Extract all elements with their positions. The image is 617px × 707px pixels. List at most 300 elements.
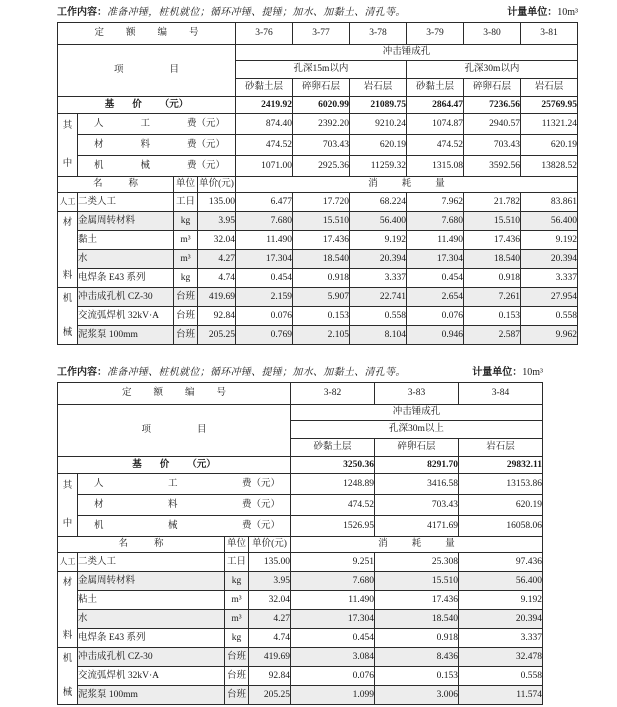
consumption-value: 17.436: [293, 231, 350, 250]
consumption-value: 3.006: [375, 686, 459, 705]
fee-label: [78, 500, 290, 510]
consumption-value: 11.490: [291, 591, 375, 610]
material-name-cell: 粘土: [78, 591, 225, 610]
group-stub: [58, 294, 77, 339]
unit-cell: kg: [174, 269, 198, 288]
consumption-value: 8.436: [375, 648, 459, 667]
label-char: 价: [159, 459, 170, 470]
quota-table-container-2: [57, 382, 543, 705]
consumption-value: 0.558: [521, 307, 578, 326]
consumption-value: 15.510: [464, 212, 521, 231]
fee-value: 1071.00: [236, 156, 293, 177]
unit-price-cell: 92.84: [249, 667, 291, 686]
consumption-value: 15.510: [375, 572, 459, 591]
label-char: 机: [94, 520, 104, 531]
consumption-value: 0.454: [407, 269, 464, 288]
quota-code-cell: 3-83: [375, 383, 459, 405]
label-char: 消: [378, 539, 388, 550]
unit-cell: m³: [225, 591, 249, 610]
depth-cell: 孔深30m以内: [407, 61, 578, 79]
unit-cell: 台班: [174, 288, 198, 307]
fee-value: 11321.24: [521, 114, 578, 135]
label-char: 称: [154, 539, 164, 550]
consumption-value: 0.454: [236, 269, 293, 288]
label-char: 人: [94, 478, 104, 489]
base-price-label-cell: [58, 97, 236, 114]
fee-label-cell: [78, 516, 291, 537]
label-char: 目: [169, 65, 180, 76]
unit-cell: 台班: [225, 648, 249, 667]
unit-price-cell: 92.84: [198, 307, 236, 326]
consumption-value: 17.304: [236, 250, 293, 269]
label-char: 费（元）: [241, 520, 280, 531]
quota-code-cell: 3-78: [350, 23, 407, 45]
quota-code-cell: 3-84: [459, 383, 543, 405]
fee-value: 874.40: [236, 114, 293, 135]
fee-value: 703.43: [375, 495, 459, 516]
label-char: 基: [104, 99, 115, 110]
unit-cell: kg: [225, 572, 249, 591]
price-header-cell: 单价(元): [198, 177, 236, 193]
consumption-value: 11.490: [236, 231, 293, 250]
fee-value: 703.43: [293, 135, 350, 156]
fee-value: 3416.58: [375, 474, 459, 495]
material-name-cell: 冲击成孔机 CZ-30: [78, 288, 174, 307]
label-char: 料: [62, 631, 73, 642]
label-char: 其: [62, 121, 73, 131]
stratum-cell: 砂黏土层: [236, 79, 293, 97]
consumption-value: 17.720: [293, 193, 350, 212]
label-char: 项: [113, 65, 124, 76]
consumption-value: 7.680: [236, 212, 293, 231]
consumption-value: 56.400: [459, 572, 543, 591]
fee-value: 474.52: [291, 495, 375, 516]
group-stub: 人工: [59, 196, 76, 206]
consumption-value: 3.337: [459, 629, 543, 648]
unit-cell: 台班: [174, 326, 198, 345]
unit-price-cell: 419.69: [249, 648, 291, 667]
item-label: [58, 425, 290, 435]
fee-value: 9210.24: [350, 114, 407, 135]
unit-cell: 台班: [174, 307, 198, 326]
consumption-value: 21.782: [464, 193, 521, 212]
quota-code-cell: 3-80: [464, 23, 521, 45]
label-char: 号: [189, 28, 199, 39]
label-char: 料: [167, 499, 178, 510]
consumption-value: 0.076: [291, 667, 375, 686]
fee-value: 1526.95: [291, 516, 375, 537]
consumption-value: 22.741: [350, 288, 407, 307]
base-price-value: 2864.47: [407, 97, 464, 114]
quota-code-cell: 3-79: [407, 23, 464, 45]
consumption-value: 20.394: [459, 610, 543, 629]
fee-value: 1248.89: [291, 474, 375, 495]
base-price-label: [58, 100, 235, 110]
label-char: 耗: [411, 539, 422, 550]
fee-value: 1315.08: [407, 156, 464, 177]
label-char: 定: [94, 28, 104, 39]
label-char: 额: [125, 28, 136, 39]
group-stub-cell: [58, 288, 78, 345]
measure-unit-label: 计量单位：: [472, 367, 523, 378]
side-label: [58, 121, 77, 169]
fee-value: 13153.86: [459, 474, 543, 495]
unit-price-cell: 3.95: [249, 572, 291, 591]
group-stub-cell: [58, 212, 78, 288]
unit-price-cell: 419.69: [198, 288, 236, 307]
consumption-value: 11.490: [407, 231, 464, 250]
unit-header-cell: 单位: [225, 537, 249, 553]
fee-value: 16058.06: [459, 516, 543, 537]
consumption-value: 15.510: [293, 212, 350, 231]
base-price-value: 2419.92: [236, 97, 293, 114]
consumption-value: 17.436: [375, 591, 459, 610]
consumption-value: 9.192: [521, 231, 578, 250]
fee-value: 620.19: [521, 135, 578, 156]
base-price-value: 25769.95: [521, 97, 578, 114]
stratum-cell: 岩石层: [350, 79, 407, 97]
work-content-label: 工作内容：: [57, 7, 107, 18]
work-content-line-1: [57, 3, 578, 18]
label-char: 价: [132, 99, 142, 110]
unit-header-cell: 单位: [174, 177, 198, 193]
side-label: [58, 481, 77, 529]
base-price-value: 29832.11: [459, 457, 543, 474]
label-char: 号: [216, 388, 227, 399]
unit-price-cell: 4.27: [198, 250, 236, 269]
unit-price-cell: 205.25: [249, 686, 291, 705]
label-char: 料: [62, 271, 73, 282]
consumption-value: 97.436: [459, 553, 543, 572]
label-char: 工: [140, 118, 150, 129]
quota-code-cell: 3-81: [521, 23, 578, 45]
consumption-value: 1.099: [291, 686, 375, 705]
material-name-cell: 黏土: [78, 231, 174, 250]
fee-label: [78, 479, 290, 489]
consumption-value: 20.394: [521, 250, 578, 269]
stratum-cell: 岩石层: [521, 79, 578, 97]
fee-label: [78, 119, 235, 129]
fee-value: 4171.69: [375, 516, 459, 537]
fee-value: 474.52: [236, 135, 293, 156]
side-label-cell: [58, 474, 78, 537]
consumption-value: 17.304: [291, 610, 375, 629]
consumption-value: 32.478: [459, 648, 543, 667]
consumption-value: 3.337: [521, 269, 578, 288]
fee-label: [78, 161, 235, 171]
quota-table-2: [57, 382, 543, 705]
consumption-value: 27.954: [521, 288, 578, 307]
consumption-value: 2.654: [407, 288, 464, 307]
stratum-cell: 碎卵石层: [375, 439, 459, 457]
consumption-value: 9.251: [291, 553, 375, 572]
consumption-value: 18.540: [464, 250, 521, 269]
item-label-cell: [58, 405, 291, 457]
quota-label: [58, 388, 290, 398]
stratum-cell: 碎卵石层: [464, 79, 521, 97]
name-header: [58, 539, 224, 549]
unit-price-cell: 32.04: [198, 231, 236, 250]
consumption-value: 7.261: [464, 288, 521, 307]
label-char: 量: [435, 179, 445, 190]
fee-value: 703.43: [464, 135, 521, 156]
label-char: 耗: [401, 179, 412, 190]
quota-table-container-1: [57, 22, 578, 345]
quota-section-1: [57, 3, 578, 345]
label-char: 料: [140, 139, 150, 150]
material-name-cell: 水: [78, 250, 174, 269]
consumption-value: 0.918: [293, 269, 350, 288]
unit-price-cell: 4.27: [249, 610, 291, 629]
depth-cell: 孔深15m以内: [236, 61, 407, 79]
side-label-cell: [58, 114, 78, 177]
material-name-cell: 二类人工: [78, 553, 225, 572]
group-stub-cell: [58, 572, 78, 648]
fee-label-cell: [78, 114, 236, 135]
unit-cell: kg: [225, 629, 249, 648]
material-name-cell: 金属周转材料: [78, 212, 174, 231]
label-char: 费（元）: [186, 139, 225, 150]
item-label: [58, 65, 235, 75]
work-content-label: 工作内容：: [57, 367, 107, 378]
consumption-value: 56.400: [521, 212, 578, 231]
consumption-value: 3.084: [291, 648, 375, 667]
unit-cell: 台班: [225, 667, 249, 686]
consumption-value: 3.337: [350, 269, 407, 288]
consumption-value: 17.436: [464, 231, 521, 250]
group-stub-cell: [58, 553, 78, 572]
label-char: 机: [62, 293, 73, 304]
consumption-value: 0.918: [375, 629, 459, 648]
fee-value: 3592.56: [464, 156, 521, 177]
fee-value: 1074.87: [407, 114, 464, 135]
label-char: 费（元）: [241, 499, 280, 510]
quota-code-cell: 3-76: [236, 23, 293, 45]
label-char: 其: [62, 481, 73, 491]
label-char: 基: [132, 459, 142, 470]
consumption-value: 0.076: [407, 307, 464, 326]
material-name-cell: 泥浆泵 100mm: [78, 686, 225, 705]
consumption-value: 0.153: [464, 307, 521, 326]
label-char: 项: [141, 425, 151, 436]
fee-value: 620.19: [459, 495, 543, 516]
material-name-cell: 金属周转材料: [78, 572, 225, 591]
depth-cell: 孔深30m以上: [291, 421, 543, 439]
quota-code-cell: 3-82: [291, 383, 375, 405]
name-header-cell: [58, 537, 225, 553]
label-char: 中: [62, 518, 73, 529]
name-header: [58, 179, 173, 189]
quota-label: [58, 28, 235, 38]
consumption-header-cell: [236, 177, 578, 193]
consumption-header: [236, 179, 577, 189]
base-price-value: 21089.75: [350, 97, 407, 114]
group-stub-cell: [58, 193, 78, 212]
label-char: 目: [197, 425, 207, 436]
unit-cell: m³: [174, 250, 198, 269]
consumption-value: 25.308: [375, 553, 459, 572]
consumption-value: 17.304: [407, 250, 464, 269]
unit-price-cell: 32.04: [249, 591, 291, 610]
group-stub: [58, 218, 77, 282]
label-char: 费（元）: [186, 118, 225, 129]
label-char: 费（元）: [241, 478, 280, 489]
label-char: 机: [62, 653, 73, 664]
consumption-value: 0.769: [236, 326, 293, 345]
item-label-cell: [58, 45, 236, 97]
label-char: 编: [157, 28, 168, 39]
label-char: 械: [62, 688, 73, 699]
consumption-value: 0.153: [293, 307, 350, 326]
consumption-value: 68.224: [350, 193, 407, 212]
quota-table-1: [57, 22, 578, 345]
consumption-value: 9.192: [350, 231, 407, 250]
label-char: 人: [94, 118, 104, 129]
consumption-value: 7.680: [291, 572, 375, 591]
consumption-value: 6.477: [236, 193, 293, 212]
measure-unit-value: 10m³: [522, 367, 543, 378]
quota-label-cell: [58, 383, 291, 405]
label-char: 材: [94, 139, 104, 150]
quota-code-cell: 3-77: [293, 23, 350, 45]
label-char: 称: [128, 179, 139, 190]
base-price-label: [58, 460, 290, 470]
group-stub: [58, 578, 77, 642]
group-stub-cell: [58, 648, 78, 705]
label-char: （元）: [159, 99, 189, 110]
unit-cell: 台班: [225, 686, 249, 705]
price-header-cell: 单价(元): [249, 537, 291, 553]
label-char: （元）: [187, 459, 216, 470]
fee-value: 11259.32: [350, 156, 407, 177]
material-name-cell: 泥浆泵 100mm: [78, 326, 174, 345]
material-name-cell: 二类人工: [78, 193, 174, 212]
label-char: 械: [140, 160, 150, 171]
consumption-value: 9.192: [459, 591, 543, 610]
consumption-value: 0.076: [236, 307, 293, 326]
fee-value: 2940.57: [464, 114, 521, 135]
base-price-value: 7236.56: [464, 97, 521, 114]
work-content-line-2: [57, 363, 543, 378]
stratum-cell: 碎卵石层: [293, 79, 350, 97]
label-char: 名: [118, 539, 128, 550]
measure-unit-value: 10m³: [557, 7, 578, 18]
method-cell: 冲击锤成孔: [291, 405, 543, 421]
label-char: 材: [62, 577, 73, 588]
fee-label: [78, 521, 290, 531]
work-content-text: 准备冲锤，桩机就位；循环冲锤、提锤；加水、加黏土、清孔等。: [107, 7, 406, 18]
unit-price-cell: 4.74: [198, 269, 236, 288]
group-stub: [58, 654, 77, 699]
fee-value: 2925.36: [293, 156, 350, 177]
base-price-label-cell: [58, 457, 291, 474]
unit-cell: 工日: [225, 553, 249, 572]
fee-label-cell: [78, 495, 291, 516]
label-char: 名: [92, 179, 103, 190]
consumption-value: 0.558: [459, 667, 543, 686]
group-stub: 人工: [59, 556, 76, 566]
label-char: 额: [153, 388, 163, 399]
fee-label: [78, 140, 235, 150]
unit-cell: m³: [174, 231, 198, 250]
unit-price-cell: 135.00: [249, 553, 291, 572]
material-name-cell: 冲击成孔机 CZ-30: [78, 648, 225, 667]
label-char: 中: [62, 158, 73, 169]
consumption-value: 0.946: [407, 326, 464, 345]
fee-value: 474.52: [407, 135, 464, 156]
consumption-value: 7.962: [407, 193, 464, 212]
quota-label-cell: [58, 23, 236, 45]
label-char: 量: [445, 539, 455, 550]
unit-cell: 工日: [174, 193, 198, 212]
fee-value: 620.19: [350, 135, 407, 156]
base-price-value: 3250.36: [291, 457, 375, 474]
consumption-header-cell: [291, 537, 543, 553]
unit-price-cell: 4.74: [249, 629, 291, 648]
material-name-cell: 水: [78, 610, 225, 629]
unit-cell: kg: [174, 212, 198, 231]
fee-value: 13828.52: [521, 156, 578, 177]
label-char: 编: [185, 388, 195, 399]
consumption-value: 5.907: [293, 288, 350, 307]
consumption-value: 0.454: [291, 629, 375, 648]
unit-price-cell: 205.25: [198, 326, 236, 345]
fee-label-cell: [78, 474, 291, 495]
label-char: 定: [121, 388, 132, 399]
consumption-value: 83.861: [521, 193, 578, 212]
consumption-value: 20.394: [350, 250, 407, 269]
quota-section-2: [57, 363, 543, 705]
consumption-value: 9.962: [521, 326, 578, 345]
name-header-cell: [58, 177, 174, 193]
stratum-cell: 砂黏土层: [407, 79, 464, 97]
consumption-value: 7.680: [407, 212, 464, 231]
consumption-value: 0.153: [375, 667, 459, 686]
fee-label-cell: [78, 135, 236, 156]
consumption-header: [291, 539, 542, 549]
label-char: 机: [94, 160, 104, 171]
stratum-cell: 岩石层: [459, 439, 543, 457]
label-char: 费（元）: [186, 160, 225, 171]
consumption-value: 8.104: [350, 326, 407, 345]
material-name-cell: 交流弧焊机 32kV·A: [78, 667, 225, 686]
consumption-value: 2.159: [236, 288, 293, 307]
work-content-text: 准备冲锤、桩机就位；循环冲锤、提锤；加水、加黏土、清孔等。: [107, 367, 406, 378]
consumption-value: 0.558: [350, 307, 407, 326]
label-char: 消: [368, 179, 378, 190]
material-name-cell: 电焊条 E43 系列: [78, 269, 174, 288]
label-char: 械: [62, 328, 73, 339]
consumption-value: 56.400: [350, 212, 407, 231]
base-price-value: 6020.99: [293, 97, 350, 114]
consumption-value: 18.540: [293, 250, 350, 269]
stratum-cell: 砂黏土层: [291, 439, 375, 457]
material-name-cell: 电焊条 E43 系列: [78, 629, 225, 648]
consumption-value: 2.105: [293, 326, 350, 345]
label-char: 工: [167, 478, 178, 489]
unit-price-cell: 135.00: [198, 193, 236, 212]
method-cell: 冲击锤成孔: [236, 45, 578, 61]
consumption-value: 0.918: [464, 269, 521, 288]
fee-label-cell: [78, 156, 236, 177]
base-price-value: 8291.70: [375, 457, 459, 474]
consumption-value: 2.587: [464, 326, 521, 345]
label-char: 材: [62, 217, 73, 228]
fee-value: 2392.20: [293, 114, 350, 135]
label-char: 材: [94, 499, 104, 510]
consumption-value: 18.540: [375, 610, 459, 629]
unit-cell: m³: [225, 610, 249, 629]
